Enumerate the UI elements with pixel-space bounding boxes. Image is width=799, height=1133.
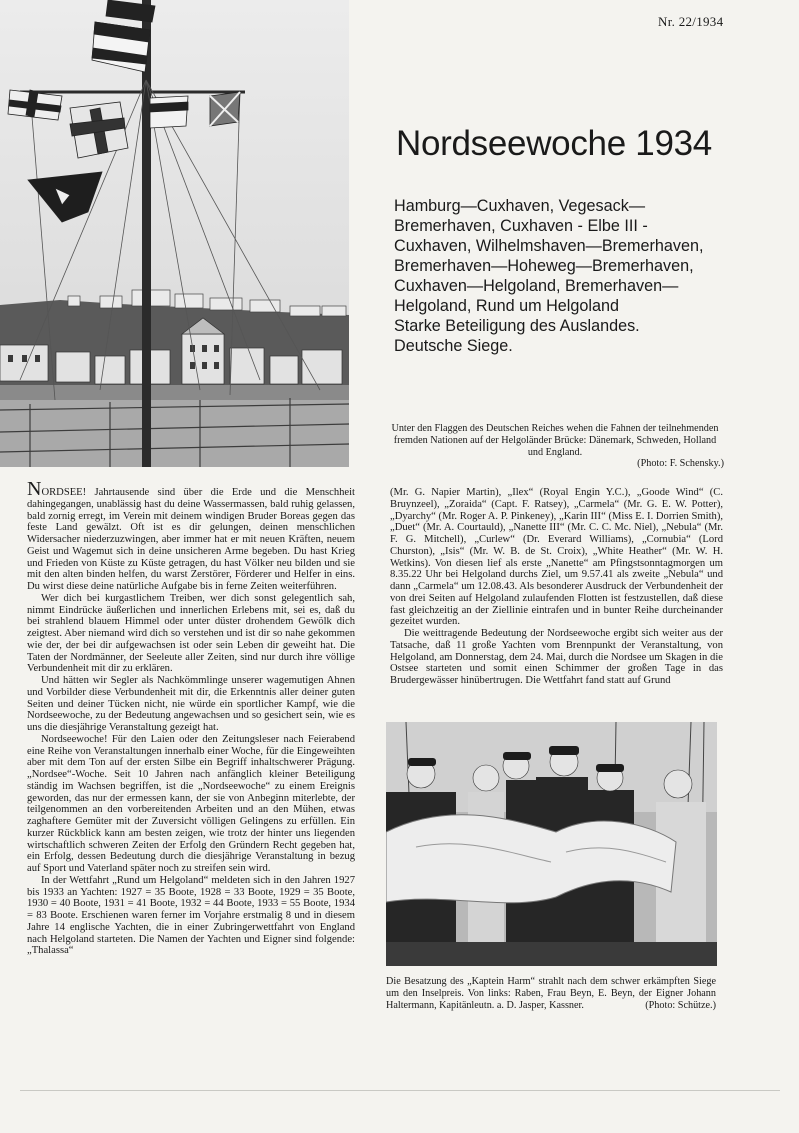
subheading-foreign-participation: Starke Beteiligung des Auslandes.: [394, 317, 640, 335]
article-paragraph: Die weittragende Bedeutung der Nordseewoche ergibt sich weiter aus der Tatsache, daß 11 große Yachten vom Brennpunkt der Veranstaltung, von Helgoland, am Donnerstag, dem 24. Mai, durch die Nordsee um Skagen in die Ostsee starteten und somit einen Schimmer der großen Tage in das Brudergewässer hinübertrugen. Die Wettfahrt fand statt auf Grund: [390, 628, 723, 686]
top-photo-credit: (Photo: F. Schensky.): [637, 458, 724, 470]
article-paragraph: Und hätten wir Segler als Nachkömmlinge unserer wagemutigen Ahnen und Vorbilder diese Verbundenheit mit dir, die Erkenntnis aller deiner guten Seiten und deiner Tücken nicht, nie würde ein sportlicher Kampf, wie die Nordseewoche, zu der Bedeutung angewachsen und so gesichert sein, wie es uns die diesjährige Veranstaltung gezeigt hat.: [27, 675, 355, 733]
race-routes: Hamburg—Cuxhaven, Vegesack—Bremerhaven, Cuxhaven - Elbe III - Cuxhaven, Wilhelmshaven—Bremerhaven, Bremerhaven—Hoheweg—Bremerhaven, Cuxhaven—Helgoland, Bremerhaven—Helgoland, Rund um Helgoland: [394, 197, 704, 315]
article-column-right: [390, 487, 723, 687]
drop-cap: N: [27, 478, 42, 500]
article-paragraph: In der Wettfahrt „Rund um Helgoland“ meldeten sich in den Jahren 1927 bis 1933 an Yachten: 1927 = 35 Boote, 1928 = 33 Boote, 1929 = 35 Boote, 1930 = 40 Boote, 1931 = 41 Boote, 1932 = 44 Boote, 1933 = 55 Boote, 1934 = 83 Boote. Erschienen waren ferner im Vorjahre erstmalig 8 und in diesem Jahre 14 englische Yachten, die in einer Zubringerwettfahrt von England nach Helgoland starteten. Die Namen der Yachten und Eigner sind folgende: „Thalassa“: [27, 874, 355, 957]
article-paragraph: Wer dich bei kurgastlichem Treiben, wer dich sonst gelegentlich sah, nimmt Eindrücke äußerlichen und innerlichen Erlebens mit, sei es, daß du bei strahlend blauem Himmel oder unter düster drohendem Gewölk dich zeigtest. Aber niemand wird dich so verstehen und ist dir so nahe gekommen wie der, der bei dir aufgewachsen ist oder sein Leben dir geweiht hat. Die Taten der Nordmänner, der Seeleute aller Zeiten, sind nur durch ihre völlige Verbundenheit mit dir zu erklären.: [27, 592, 355, 675]
page-title: Nordseewoche 1934: [396, 124, 712, 163]
page-bottom-rule: [20, 1090, 780, 1091]
top-photo-caption: [386, 423, 724, 470]
bottom-caption-text: Die Besatzung des „Kaptein Harm“ strahlt nach dem schwer erkämpften Siege um den Inselpreis. Von links: Raben, Frau Beyn, E. Beyn, der Eigner Johann Haltermann, Kapitänleutn. a. D. Jasper, Kassner.: [386, 976, 716, 1011]
top-caption-text: Unter den Flaggen des Deutschen Reiches wehen die Fahnen der teilnehmenden fremden Nationen auf der Helgoländer Brücke: Dänemark, Schweden, Holland und England.: [391, 423, 719, 458]
article-paragraph: [27, 478, 355, 593]
paragraph-text: ORDSEE! Jahrtausende sind über die Erde und die Menschheit dahingegangen, unablässig hast du deine Wassermassen, bald ruhig gelassen, bald zornig erregt, im Verein mit deinem windigen Bruder Boreas gegen das feste Land gewälzt. Oft ist es dir gelungen, deinen menschlichen Widersacher niederzuzwingen, aber immer hat er mit neuen Kräften, neuem Geist und Wagemut sich in deine unsicheren Arme begeben. Du hast Krieg und Frieden von Küste zu Küste getragen, du hast Völker neu bilden und sie mit den alten binden helfen, du warst Zerstörer, Förderer und Helfer in eins. Du wirst diese deine natürliche Aufgabe bis in ferne Zeiten weiterführen.: [27, 487, 355, 592]
page-number: Nr. 22/1934: [658, 14, 724, 29]
flags-photo: [0, 0, 349, 467]
article-paragraph: Nordseewoche! Für den Laien oder den Zeitungsleser nach Feierabend eine Reihe von Veranstaltungen innerhalb einer Woche, für die Eingeweihten aber mit dem Ton auf der ersten Silbe ein Begriff inhaltschwerer Prägung. „Nordsee“-Woche. Seit 10 Jahren nach anfänglich kleiner Beteiligung ständig im Wachsen begriffen, ist die „Nordseewoche“ zu einem Ereignis geworden, das nur der ermessen kann, der sie von Anbeginn miterlebte, der teilgenommen an den vorbereitenden Arbeiten und an den Mühen, etwas zaghaftere Gemüter mit der Zuversicht völligen Gelingens zu erfüllen. Ein kurzer Rückblick kann am besten zeigen, wie trotz der hinter uns liegenden wirtschaftlich schweren Zeiten der Erfolg den Gründern Recht gegeben hat, ein Erfolg, dessen Bedeutung durch die diesjährige Veranstaltung in bezug auf Sport und Vaterland später noch zu streifen sein wird.: [27, 733, 355, 874]
subheading: [394, 196, 726, 356]
article-column-left: [27, 478, 355, 957]
crew-photo: [386, 722, 717, 966]
article-paragraph: (Mr. G. Napier Martin), „Ilex“ (Royal Engin Y.C.), „Goode Wind“ (C. Bruynzeel), „Zoraida“ (Capt. F. Ratsey), „Carmela“ (Mr. G. E. W. Potter), „Dyarchy“ (Mr. Roger A. P. Pinkeney), „Karin III“ (Miss E. I. Dorrien Smith), „Duet“ (Mr. A. Courtauld), „Nanette III“ (Mr. C. C. Mc. Niel), „Nebula“ (Mr. F. G. Mitchell), „Curlew“ (Dr. Everard Williams), „Cornubia“ (Lord Churston), „Isis“ (Mr. W. B. de St. Croix), „White Heather“ (Mr. W. H. Wetkins). Von diesen lief als erste „Nanette“ am Pfingstsonntagmorgen um 8.35.22 Uhr bei Helgoland durchs Ziel, um 9.57.41 als zweite „Nebula“ und dann „Carmela“ um 12.08.43. Als besonderer Ausdruck der Verbundenheit der von drei Seiten auf Helgoland zulaufenden Flotten ist festzustellen, daß diese fast gleichzeitig an der Ziellinie eintrafen und in bunter Reihe durcheinander gezeitet wurden.: [390, 487, 723, 628]
subheading-german-wins: Deutsche Siege.: [394, 337, 513, 355]
bottom-photo-caption: [386, 976, 716, 1012]
bottom-photo-credit: (Photo: Schütze.): [645, 1000, 716, 1011]
